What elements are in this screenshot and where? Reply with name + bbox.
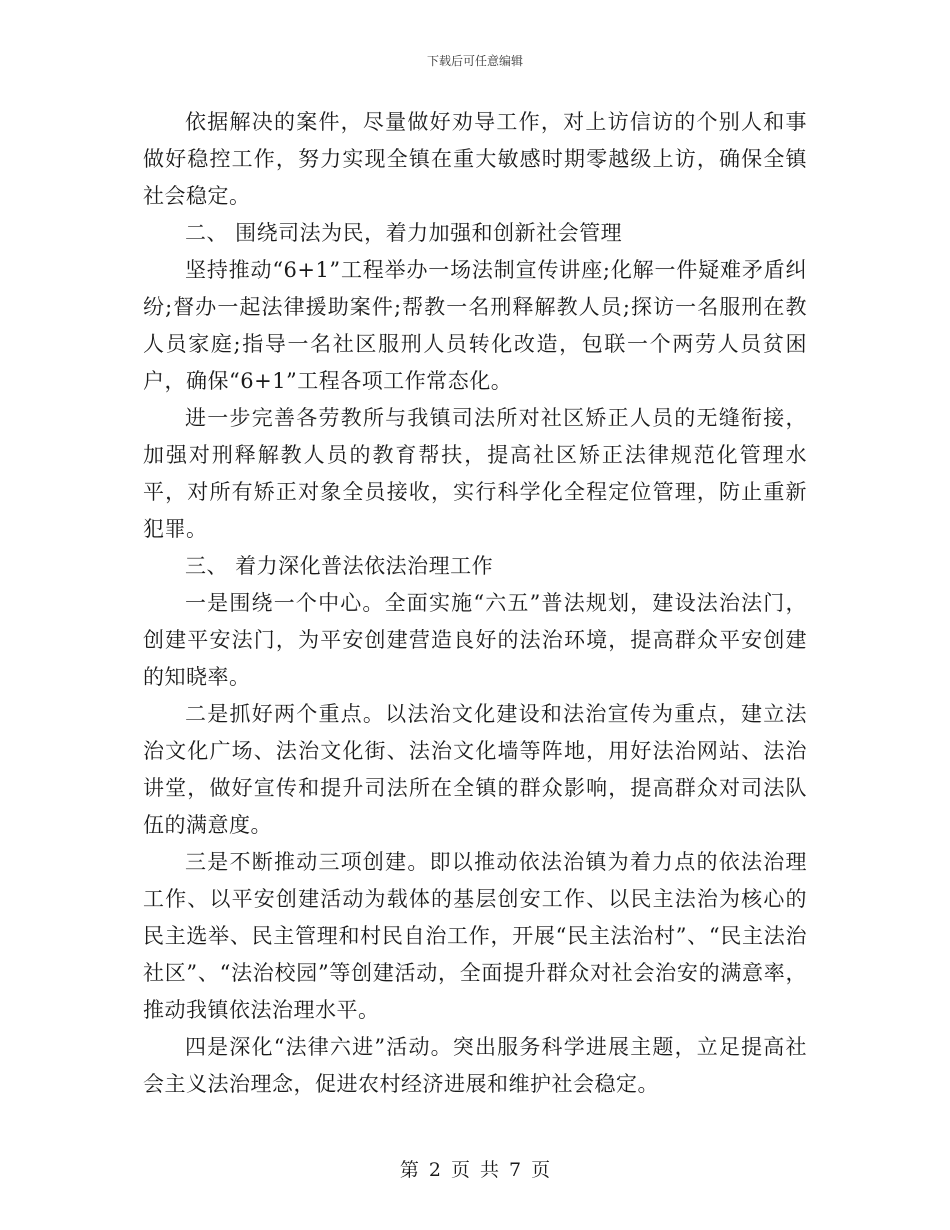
paragraph: 三是不断推动三项创建。即以推动依法治镇为着力点的依法治理工作、以平安创建活动为载体的基层创安工作、以民主法治为核心的民主选举、民主管理和村民自治工作，开展“民主法治村”、“民主法治社区”、“法治校园”等创建活动，全面提升群众对社会治安的满意率，推动我镇依法治理水平。 (143, 850, 807, 1022)
paragraph: 四是深化“法律六进”活动。突出服务科学进展主题，立足提高社会主义法治理念，促进农村经济进展和维护社会稳定。 (143, 1035, 807, 1096)
document-body (143, 104, 807, 1103)
paragraph: 依据解决的案件，尽量做好劝导工作，对上访信访的个别人和事做好稳控工作，努力实现全镇在重大敏感时期零越级上访，确保全镇社会稳定。 (143, 110, 807, 208)
paragraph: 一是围绕一个中心。全面实施“六五”普法规划，建设法治法门，创建平安法门，为平安创建营造良好的法治环境，提高群众平安创建的知晓率。 (143, 591, 807, 689)
paragraph: 进一步完善各劳教所与我镇司法所对社区矫正人员的无缝衔接，加强对刑释解教人员的教育帮扶，提高社区矫正法律规范化管理水平，对所有矫正对象全员接收，实行科学化全程定位管理，防止重新犯罪。 (143, 406, 807, 541)
paragraph: 二是抓好两个重点。以法治文化建设和法治宣传为重点，建立法治文化广场、法治文化街、法治文化墙等阵地，用好法治网站、法治讲堂，做好宣传和提升司法所在全镇的群众影响，提高群众对司法队伍的满意度。 (143, 702, 807, 837)
page-number-footer: 第 2 页 共 7 页 (399, 1159, 551, 1181)
section-heading: 三、 着力深化普法依法治理工作 (185, 554, 494, 578)
section-heading: 二、 围绕司法为民，着力加强和创新社会管理 (185, 221, 623, 245)
page-header: 下载后可任意编辑 (426, 54, 523, 68)
paragraph: 坚持推动“6+1”工程举办一场法制宣传讲座;化解一件疑难矛盾纠纷;督办一起法律援助案件;帮教一名刑释解教人员;探访一名服刑在教人员家庭;指导一名社区服刑人员转化改造，包联一个两劳人员贫困户，确保“6+1”工程各项工作常态化。 (143, 258, 807, 393)
